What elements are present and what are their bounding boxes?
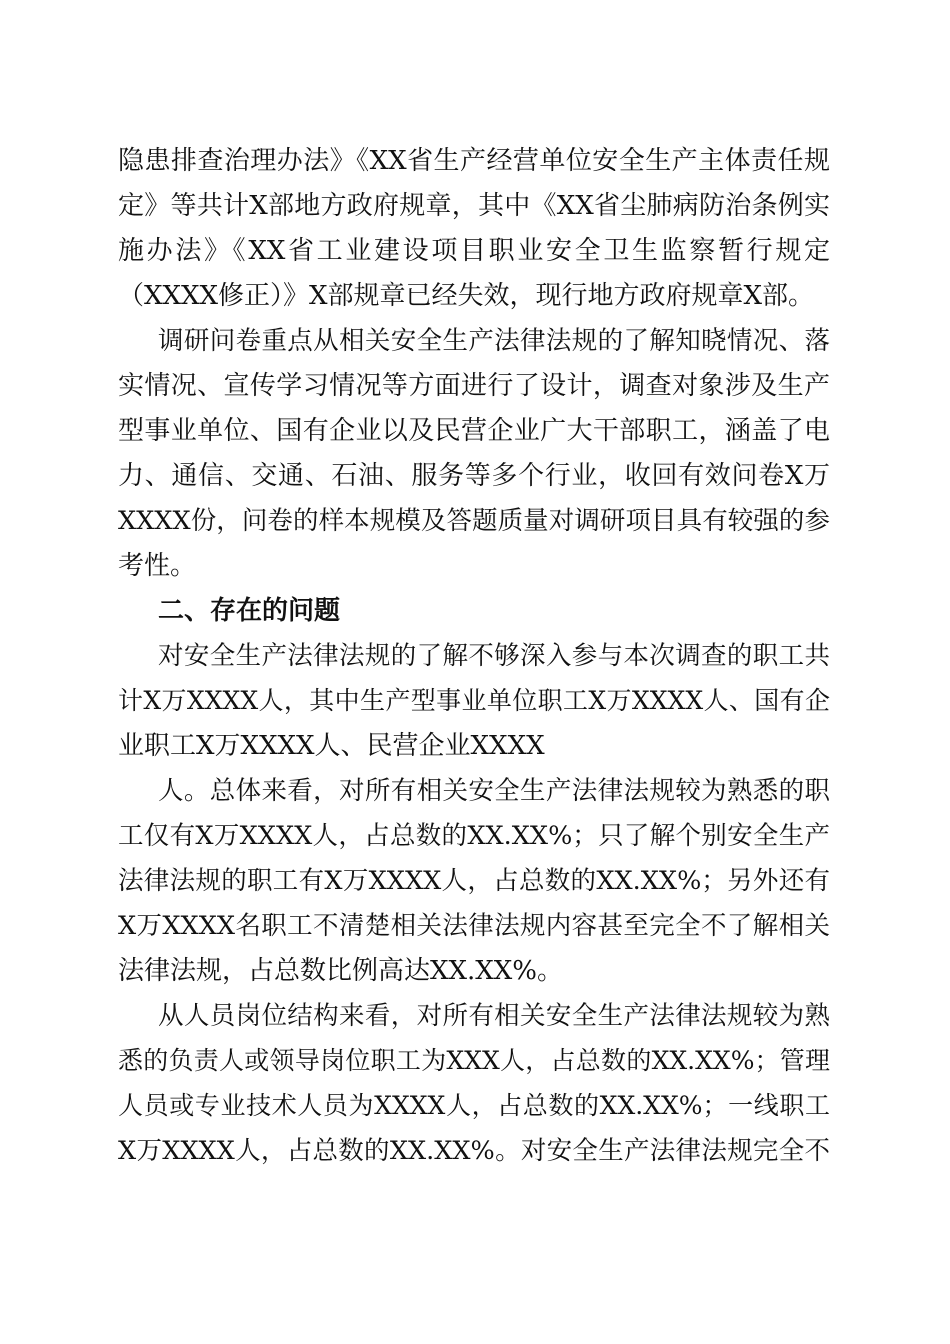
paragraph-line: 实情况、宣传学习情况等方面进行了设计，调查对象涉及生产 — [118, 371, 830, 401]
paragraph-line: 法律法规，占总数比例高达XX.XX%。 — [118, 956, 564, 986]
paragraph-line: 从人员岗位结构来看，对所有相关安全生产法律法规较为熟 — [158, 1001, 830, 1031]
paragraph-line: 计X万XXXX人，其中生产型事业单位职工X万XXXX人、国有企 — [118, 686, 830, 715]
paragraph-line: 工仅有X万XXXX人，占总数的XX.XX%；只了解个别安全生产 — [118, 821, 830, 851]
paragraph-line: 调研问卷重点从相关安全生产法律法规的了解知晓情况、落 — [158, 326, 830, 356]
paragraph-line: 对安全生产法律法规的了解不够深入参与本次调查的职工共 — [158, 641, 830, 671]
paragraph-line: 人员或专业技术人员为XXXX人，占总数的XX.XX%；一线职工 — [118, 1091, 830, 1120]
paragraph-line: XXXX份，问卷的样本规模及答题质量对调研项目具有较强的参 — [118, 506, 830, 536]
paragraph-line: 定》等共计X部地方政府规章，其中《XX省尘肺病防治条例实 — [118, 191, 830, 221]
paragraph-line: 型事业单位、国有企业以及民营企业广大干部职工，涵盖了电 — [118, 416, 830, 446]
paragraph-line: X万XXXX名职工不清楚相关法律法规内容甚至完全不了解相关 — [118, 911, 830, 941]
paragraph-line: 考性。 — [118, 551, 197, 581]
paragraph-line: 施办法》《XX省工业建设项目职业安全卫生监察暂行规定 — [118, 236, 830, 266]
paragraph-line: X万XXXX人，占总数的XX.XX%。对安全生产法律法规完全不 — [118, 1136, 830, 1166]
section-heading: 二、存在的问题 — [158, 596, 341, 626]
paragraph-line: （XXXX修正）》X部规章已经失效，现行地方政府规章X部。 — [118, 281, 815, 311]
paragraph-line: 隐患排查治理办法》《XX省生产经营单位安全生产主体责任规 — [118, 146, 830, 176]
paragraph-line: 悉的负责人或领导岗位职工为XXX人，占总数的XX.XX%；管理 — [118, 1046, 830, 1075]
paragraph-line: 业职工X万XXXX人、民营企业XXXX — [118, 731, 545, 761]
paragraph-line: 法律法规的职工有X万XXXX人，占总数的XX.XX%；另外还有 — [118, 866, 830, 896]
paragraph-line: 人。总体来看，对所有相关安全生产法律法规较为熟悉的职 — [158, 776, 830, 806]
paragraph-line: 力、通信、交通、石油、服务等多个行业，收回有效问卷X万 — [118, 461, 830, 491]
